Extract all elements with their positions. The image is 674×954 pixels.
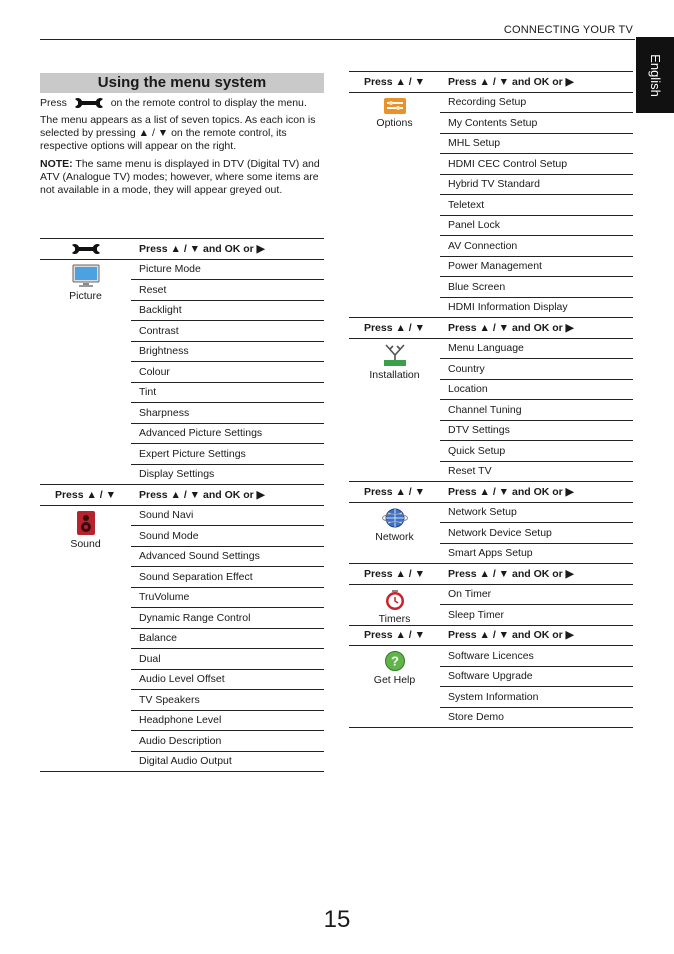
quick-menu-tool-icon [70,243,102,255]
monitor-icon [40,264,131,288]
menu-item-software-upgrade: Software Upgrade [440,666,633,687]
menu-item-menu-language: Menu Language [440,338,633,359]
menu-item-blue-screen: Blue Screen [440,277,633,298]
menu-item-power-management: Power Management [440,256,633,277]
menu-item-on-timer: On Timer [440,584,633,605]
section-title: Using the menu system [40,73,324,93]
menu-item-channel-tuning: Channel Tuning [440,400,633,421]
running-header: CONNECTING YOUR TV [503,24,633,36]
menu-item-row [40,259,324,280]
menu-item-advanced-sound-settings: Advanced Sound Settings [131,546,324,567]
menu-item-colour: Colour [131,362,324,383]
intro-press-line [40,97,324,110]
table-header-row [349,482,633,503]
header-press-ok: Press ▲ / ▼ and OK or ▶ [440,482,633,503]
menu-item-network-setup: Network Setup [440,502,633,523]
menu-item-sleep-timer: Sleep Timer [440,605,633,626]
menu-item-smart-apps-setup: Smart Apps Setup [440,543,633,564]
category-installation [349,338,440,482]
menu-item-reset-tv: Reset TV [440,461,633,482]
category-get-help [349,646,440,728]
category-label: Installation [369,368,420,381]
category-sound [40,505,131,772]
antenna-icon [349,343,440,367]
menu-item-digital-audio-output: Digital Audio Output [131,751,324,772]
category-label: Sound [70,537,101,550]
menu-item-software-licences: Software Licences [440,646,633,667]
header-press-ok: Press ▲ / ▼ and OK or ▶ [131,485,324,506]
header-press-updown: Press ▲ / ▼ [349,318,440,339]
menu-item-backlight: Backlight [131,300,324,321]
menu-item-display-settings: Display Settings [131,464,324,485]
category-network [349,502,440,564]
menu-item-hybrid-tv-standard: Hybrid TV Standard [440,174,633,195]
menu-item-headphone-level: Headphone Level [131,710,324,731]
menu-item-sound-navi: Sound Navi [131,505,324,526]
menu-item-quick-setup: Quick Setup [440,441,633,462]
header-rule [40,39,635,40]
category-label: Network [375,530,414,543]
menu-item-truvolume: TruVolume [131,587,324,608]
menu-item-row [349,502,633,523]
menu-item-tv-speakers: TV Speakers [131,690,324,711]
menu-item-my-contents-setup: My Contents Setup [440,113,633,134]
svg-text:?: ? [390,653,399,669]
menu-item-sound-separation-effect: Sound Separation Effect [131,567,324,588]
menu-item-picture-mode: Picture Mode [131,259,324,280]
header-press-updown: Press ▲ / ▼ [349,72,440,93]
speaker-icon [40,510,131,536]
menu-item-sharpness: Sharpness [131,403,324,424]
help-icon [349,650,440,672]
menu-item-mhl-setup: MHL Setup [440,133,633,154]
menu-item-panel-lock: Panel Lock [440,215,633,236]
header-press-updown: Press ▲ / ▼ [349,564,440,585]
menu-item-row [40,505,324,526]
note-label: NOTE: [40,158,73,170]
menu-item-system-information: System Information [440,687,633,708]
language-tab-label: English [647,53,663,97]
category-label: Picture [69,289,102,302]
press-text: Press [40,97,67,109]
menu-item-teletext: Teletext [440,195,633,216]
menu-table-left [40,238,324,772]
menu-item-dual: Dual [131,649,324,670]
menu-item-expert-picture-settings: Expert Picture Settings [131,444,324,465]
header-press-ok: Press ▲ / ▼ and OK or ▶ [440,625,633,646]
intro-paragraph: The menu appears as a list of seven topics. As each icon is selected by pressing ▲ / ▼ on the remote control, its respective options will appear on the right. [40,114,316,152]
category-label: Get Help [373,674,416,686]
menu-item-location: Location [440,379,633,400]
category-options [349,92,440,318]
menu-item-store-demo: Store Demo [440,707,633,728]
menu-item-balance: Balance [131,628,324,649]
menu-item-dtv-settings: DTV Settings [440,420,633,441]
note-paragraph [40,158,324,197]
header-press-updown: Press ▲ / ▼ [349,482,440,503]
menu-item-tint: Tint [131,382,324,403]
menu-item-brightness: Brightness [131,341,324,362]
note-text: The same menu is displayed in DTV (Digital TV) and ATV (Analogue TV) modes; however, where some items are not available in a mode, they will appear greyed out. [40,158,320,196]
clock-icon [349,589,440,611]
quick-menu-tool-icon [73,97,105,109]
menu-item-country: Country [440,359,633,380]
category-timers [349,584,440,625]
menu-item-hdmi-cec-control-setup: HDMI CEC Control Setup [440,154,633,175]
header-press-ok: Press ▲ / ▼ and OK or ▶ [440,72,633,93]
menu-item-dynamic-range-control: Dynamic Range Control [131,608,324,629]
menu-item-row [349,338,633,359]
menu-item-reset: Reset [131,280,324,301]
table-header-row [349,72,633,93]
menu-item-sound-mode: Sound Mode [131,526,324,547]
menu-item-audio-level-offset: Audio Level Offset [131,669,324,690]
language-tab [636,37,674,113]
table-header-row [40,485,324,506]
menu-item-row [349,584,633,605]
header-press-ok: Press ▲ / ▼ and OK or ▶ [440,564,633,585]
menu-item-network-device-setup: Network Device Setup [440,523,633,544]
menu-item-av-connection: AV Connection [440,236,633,257]
header-tool-icon-cell [40,239,131,260]
header-press-ok: Press ▲ / ▼ and OK or ▶ [131,239,324,260]
globe-icon [349,507,440,529]
menu-item-row [349,646,633,667]
options-icon [349,97,440,115]
menu-item-row [349,92,633,113]
menu-table-right [349,71,633,728]
table-header-row [349,318,633,339]
menu-item-recording-setup: Recording Setup [440,92,633,113]
menu-item-audio-description: Audio Description [131,731,324,752]
page-number: 15 [323,906,351,933]
table-header-row [349,564,633,585]
header-press-ok: Press ▲ / ▼ and OK or ▶ [440,318,633,339]
menu-item-hdmi-information-display: HDMI Information Display [440,297,633,318]
menu-item-contrast: Contrast [131,321,324,342]
header-press-updown: Press ▲ / ▼ [40,485,131,506]
category-label: Timers [378,612,411,625]
press-after-text: on the remote control to display the menu. [110,97,307,109]
category-label: Options [376,116,413,129]
table-header-row [349,625,633,646]
table-header-row [40,239,324,260]
category-picture [40,259,131,485]
menu-item-advanced-picture-settings: Advanced Picture Settings [131,423,324,444]
header-press-updown: Press ▲ / ▼ [349,625,440,646]
